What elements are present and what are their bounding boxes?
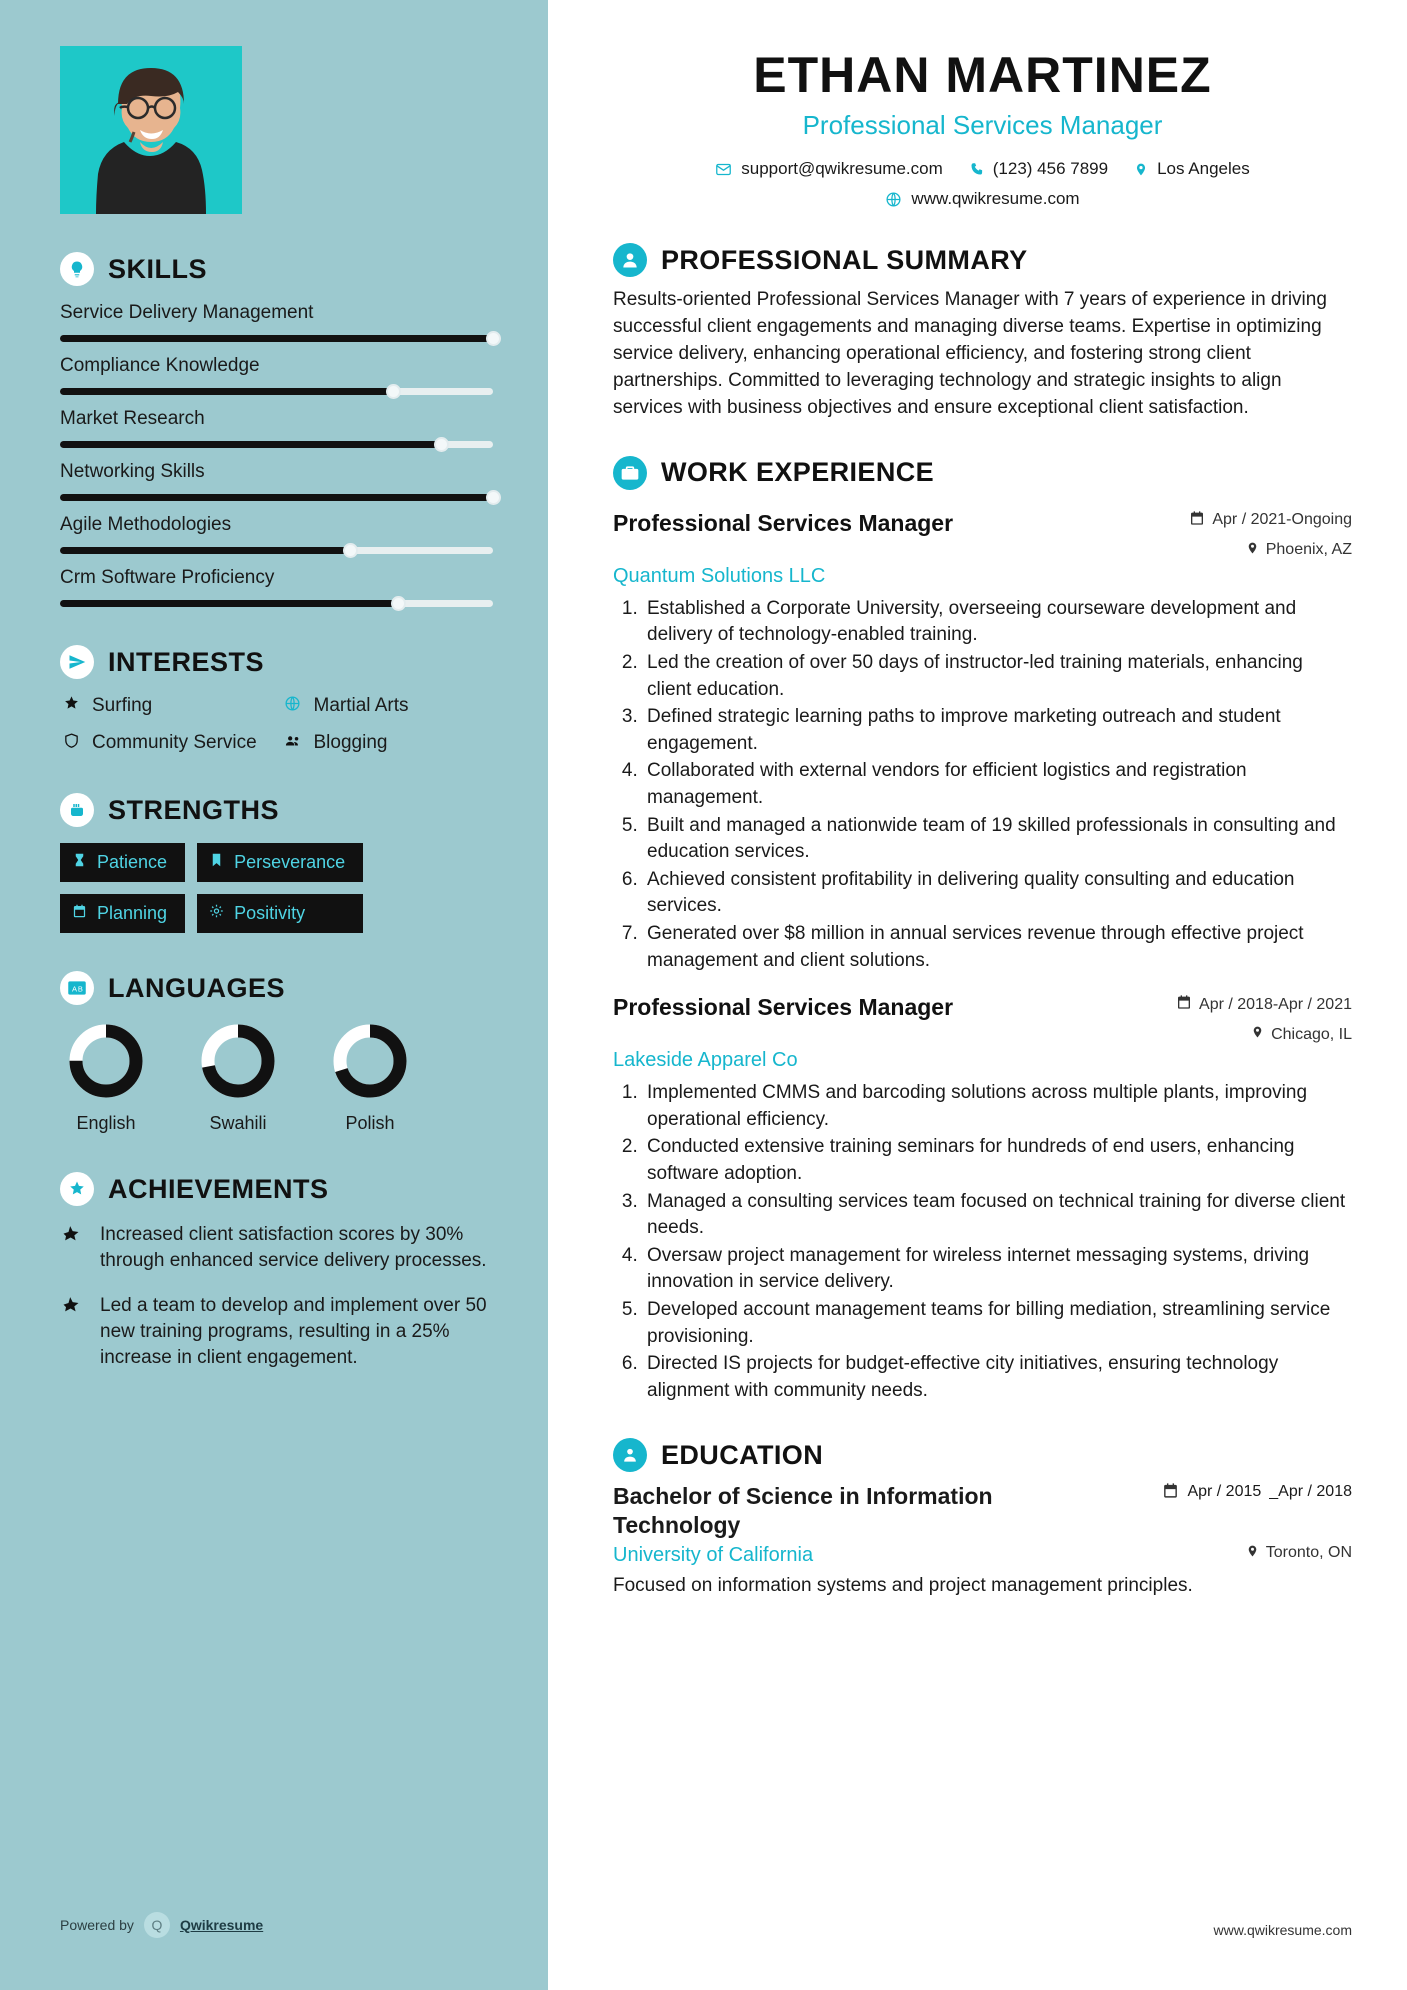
job-bullet: 2. Led the creation of over 50 days of instructor-led training materials, enhancing client education. xyxy=(643,650,1352,703)
language-label: English xyxy=(76,1113,136,1134)
job-company: Lakeside Apparel Co xyxy=(613,1049,798,1072)
avatar xyxy=(60,46,242,214)
job-company: Quantum Solutions LLC xyxy=(613,564,826,587)
education-school: University of California xyxy=(613,1543,814,1566)
calendar-icon xyxy=(1189,510,1205,531)
job-dates-text: Apr / 2021-Ongoing xyxy=(1212,511,1352,529)
skill-name: Networking Skills xyxy=(60,461,205,482)
summary-text: Results-oriented Professional Services Manager with 7 years of experience in driving successful client engagements and managing diverse teams. Expertise in optimizing service delivery, enhancing operational efficiency, and fostering strong client partnerships. Committed to leveraging technology and strategic insights to align services with business objectives and ensure exceptional client satisfaction. xyxy=(613,289,1327,418)
job-bullet: 5. Built and managed a nationwide team of 19 skilled professionals in consulting and education services. xyxy=(643,813,1352,866)
gear-icon xyxy=(209,903,224,924)
skills-list xyxy=(60,302,493,607)
job-bullet: 6. Achieved consistent profitability in delivering quality consulting and education services. xyxy=(643,867,1352,920)
job-dates-text: Apr / 2018-Apr / 2021 xyxy=(1199,995,1352,1013)
translate-icon xyxy=(60,971,94,1005)
job-location xyxy=(1189,540,1352,561)
job-title: Professional Services Manager xyxy=(613,509,954,536)
powered-by xyxy=(60,1912,263,1938)
skill-name: Crm Software Proficiency xyxy=(60,567,275,588)
education-date-start: Apr / 2015 xyxy=(1187,1483,1262,1501)
contact-row-2 xyxy=(613,189,1352,209)
calendar-icon xyxy=(72,903,87,924)
language-item xyxy=(324,1021,416,1134)
summary-header xyxy=(613,243,1352,277)
languages-section xyxy=(60,971,493,1134)
strength-item xyxy=(60,843,185,882)
calendar-icon xyxy=(1162,1482,1179,1504)
job-bullet: 7. Generated over $8 million in annual services revenue through effective project management and client solutions. xyxy=(643,921,1352,974)
strength-label: Perseverance xyxy=(234,852,346,873)
hourglass-icon xyxy=(72,852,87,873)
paper-plane-icon xyxy=(60,645,94,679)
interest-label: Blogging xyxy=(313,732,388,754)
job-bullet: 4. Collaborated with external vendors for efficient logistics and registration management. xyxy=(643,758,1352,811)
achievements-header xyxy=(60,1172,493,1206)
job-role-subtitle: Professional Services Manager xyxy=(802,110,1163,140)
skill-item xyxy=(60,355,493,395)
strengths-header xyxy=(60,793,493,827)
strength-item xyxy=(60,894,185,933)
job-entry xyxy=(613,994,1352,1404)
job-location xyxy=(1176,1024,1352,1045)
skill-bar-knob xyxy=(486,331,501,346)
strength-label: Positivity xyxy=(234,903,306,924)
contact-text: Los Angeles xyxy=(1157,159,1250,178)
education-dates xyxy=(1162,1482,1352,1504)
skills-header xyxy=(60,252,493,286)
skill-bar xyxy=(60,335,493,342)
language-donut xyxy=(198,1021,278,1101)
strengths-title: STRENGTHS xyxy=(108,794,280,825)
skill-name: Market Research xyxy=(60,408,205,429)
interest-item xyxy=(282,695,494,718)
strength-label: Patience xyxy=(97,852,168,873)
strengths-section xyxy=(60,793,493,933)
calendar-icon xyxy=(1176,994,1192,1015)
skills-section xyxy=(60,252,493,607)
job-bullet: 1. Established a Corporate University, overseeing courseware development and delivery of technology-enabled training. xyxy=(643,596,1352,649)
language-label: Swahili xyxy=(209,1113,267,1134)
star-icon xyxy=(60,695,82,718)
education-section xyxy=(613,1438,1352,1599)
skill-bar-fill xyxy=(60,335,493,342)
language-item xyxy=(192,1021,284,1134)
skill-bar xyxy=(60,441,493,448)
job-location-text: Phoenix, AZ xyxy=(1265,541,1352,559)
skill-item xyxy=(60,514,493,554)
globe-icon xyxy=(885,191,902,208)
achievement-star-icon xyxy=(60,1222,86,1273)
education-location xyxy=(1246,1543,1352,1564)
contact-envelope[interactable] xyxy=(715,159,943,179)
location-pin-icon xyxy=(1246,1543,1259,1564)
languages-title: LANGUAGES xyxy=(108,972,286,1003)
interest-label: Martial Arts xyxy=(313,695,409,716)
job-bullet: 6. Directed IS projects for budget-effective city initiatives, ensuring technology alignment with community needs. xyxy=(643,1351,1352,1404)
skill-item xyxy=(60,461,493,501)
job-bullet: 1. Implemented CMMS and barcoding solutions across multiple plants, improving operational efficiency. xyxy=(643,1080,1352,1133)
interests-list xyxy=(60,695,493,755)
languages-header xyxy=(60,971,493,1005)
job-bullet: 3. Defined strategic learning paths to improve marketing outreach and student engagement. xyxy=(643,704,1352,757)
language-donut xyxy=(66,1021,146,1101)
achievements-list xyxy=(60,1222,493,1370)
job-bullet: 5. Developed account management teams for billing mediation, streamlining service provisioning. xyxy=(643,1297,1352,1350)
star-badge-icon xyxy=(60,1172,94,1206)
bookmark-icon xyxy=(209,852,224,873)
job-entry xyxy=(613,510,1352,974)
language-donut xyxy=(330,1021,410,1101)
interests-title: INTERESTS xyxy=(108,646,265,677)
job-bullets xyxy=(613,596,1352,974)
skill-item xyxy=(60,302,493,342)
svg-text:B: B xyxy=(77,984,83,994)
people-icon xyxy=(282,732,304,755)
globe-icon xyxy=(282,695,304,718)
footer-website: www.qwikresume.com xyxy=(1213,1922,1352,1938)
achievement-text: Increased client satisfaction scores by 30% through enhanced service delivery processes. xyxy=(100,1224,487,1271)
achievement-text: Led a team to develop and implement over 50 new training programs, resulting in a 25% increase in client engagement. xyxy=(100,1295,487,1368)
education-title: EDUCATION xyxy=(661,1439,824,1470)
job-bullet: 3. Managed a consulting services team focused on technical training for diverse client needs. xyxy=(643,1189,1352,1242)
skill-bar-knob xyxy=(391,596,406,611)
strength-label: Planning xyxy=(97,903,168,924)
education-date-end: _Apr / 2018 xyxy=(1269,1483,1352,1501)
language-item xyxy=(60,1021,152,1134)
job-bullet: 4. Oversaw project management for wireless internet messaging systems, driving innovation in service delivery. xyxy=(643,1243,1352,1296)
powered-by-label: Powered by xyxy=(60,1917,134,1933)
achievements-title: ACHIEVEMENTS xyxy=(108,1173,329,1204)
summary-title: PROFESSIONAL SUMMARY xyxy=(661,244,1028,275)
graduate-icon xyxy=(613,1438,647,1472)
skill-bar xyxy=(60,388,493,395)
phone-icon xyxy=(969,162,984,177)
contact-text: (123) 456 7899 xyxy=(992,159,1109,178)
work-header xyxy=(613,456,1352,490)
skill-bar xyxy=(60,494,493,501)
briefcase-icon xyxy=(613,456,647,490)
interest-label: Community Service xyxy=(92,732,257,754)
skill-bar-knob xyxy=(486,490,501,505)
skill-bar-knob xyxy=(434,437,449,452)
skill-bar-fill xyxy=(60,494,493,501)
lightbulb-icon xyxy=(60,252,94,286)
skill-bar-knob xyxy=(343,543,358,558)
interest-item xyxy=(282,732,494,755)
qwikresume-logo-icon: Q xyxy=(144,1912,170,1938)
skill-bar xyxy=(60,600,493,607)
work-experience-section xyxy=(613,456,1352,1404)
interests-section xyxy=(60,645,493,755)
page-title: ETHAN MARTINEZ xyxy=(753,47,1212,103)
contact-phone[interactable] xyxy=(969,159,1108,179)
contact-globe[interactable] xyxy=(885,189,1079,209)
education-header xyxy=(613,1438,1352,1472)
skill-bar xyxy=(60,547,493,554)
education-location-text: Toronto, ON xyxy=(1265,1544,1352,1562)
contact-list xyxy=(613,159,1352,209)
summary-section xyxy=(613,243,1352,422)
achievement-item xyxy=(60,1293,493,1370)
jobs-list xyxy=(613,510,1352,1404)
job-title: Professional Services Manager xyxy=(613,994,954,1021)
user-icon xyxy=(613,243,647,277)
education-degree: Bachelor of Science in Information Technology xyxy=(613,1483,993,1539)
skill-bar-knob xyxy=(386,384,401,399)
interests-header xyxy=(60,645,493,679)
job-bullet: 2. Conducted extensive training seminars for hundreds of end users, enhancing software adoption. xyxy=(643,1134,1352,1187)
contact-text: www.qwikresume.com xyxy=(911,189,1080,208)
contact-text: support@qwikresume.com xyxy=(741,159,943,178)
contact-location-pin[interactable] xyxy=(1134,159,1250,179)
location-pin-icon xyxy=(1134,161,1148,178)
job-bullets xyxy=(613,1080,1352,1404)
achievement-star-icon xyxy=(60,1293,86,1370)
strengths-list xyxy=(60,843,493,933)
interest-item xyxy=(60,732,272,755)
language-label: Polish xyxy=(345,1113,395,1134)
fist-icon xyxy=(60,793,94,827)
svg-text:A: A xyxy=(72,984,78,994)
envelope-icon xyxy=(715,161,732,178)
languages-list xyxy=(60,1021,493,1134)
job-dates xyxy=(1176,994,1352,1015)
interest-label: Surfing xyxy=(92,695,153,716)
skill-item xyxy=(60,567,493,607)
work-title: WORK EXPERIENCE xyxy=(661,457,935,488)
education-description: Focused on information systems and project management principles. xyxy=(613,1574,1193,1596)
skill-item xyxy=(60,408,493,448)
skill-bar-fill xyxy=(60,547,350,554)
education-entry xyxy=(613,1482,1352,1540)
achievement-item xyxy=(60,1222,493,1273)
skill-bar-fill xyxy=(60,600,398,607)
strength-item xyxy=(197,843,363,882)
job-dates xyxy=(1189,510,1352,531)
skill-name: Compliance Knowledge xyxy=(60,355,260,376)
strength-item xyxy=(197,894,363,933)
qwikresume-link[interactable]: Qwikresume xyxy=(179,1917,264,1933)
main-content xyxy=(553,0,1407,1990)
skill-name: Service Delivery Management xyxy=(60,302,314,323)
skill-name: Agile Methodologies xyxy=(60,514,232,535)
location-pin-icon xyxy=(1251,1024,1264,1045)
sidebar xyxy=(0,0,553,1990)
job-location-text: Chicago, IL xyxy=(1271,1025,1352,1043)
achievements-section xyxy=(60,1172,493,1370)
interest-item xyxy=(60,695,272,718)
skills-title: SKILLS xyxy=(108,253,208,284)
skill-bar-fill xyxy=(60,388,393,395)
skill-bar-fill xyxy=(60,441,441,448)
shield-icon xyxy=(60,732,82,755)
location-pin-icon xyxy=(1246,540,1259,561)
